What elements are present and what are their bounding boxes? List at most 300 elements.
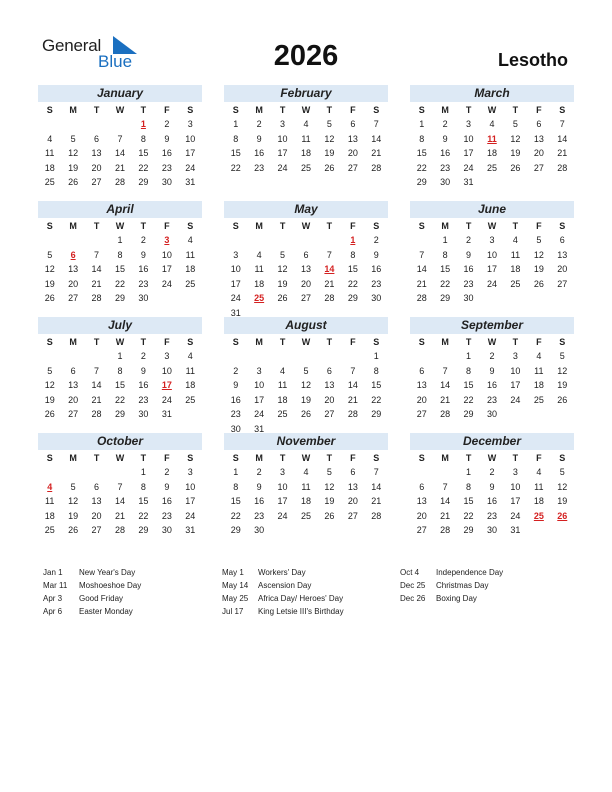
day-cell: 10: [254, 380, 265, 390]
day-cell: 3: [512, 467, 518, 477]
holiday-name: Moshoeshoe Day: [79, 581, 142, 590]
day-cell: 4: [256, 249, 262, 260]
weekday-label: W: [487, 453, 497, 463]
weekday-label: T: [93, 337, 100, 347]
day-cell: 30: [254, 525, 265, 535]
day-cell: 8: [233, 481, 239, 492]
day-cell: 22: [138, 510, 149, 521]
day-cell: 13: [68, 380, 79, 390]
month-header: December: [410, 433, 574, 450]
weekday-label: W: [301, 453, 311, 463]
day-cell: 3: [187, 119, 193, 129]
day-cell: 14: [91, 380, 102, 390]
day-cell: 19: [557, 496, 568, 506]
month-header: August: [224, 317, 388, 334]
day-cell: 11: [487, 133, 497, 144]
day-cell: 10: [510, 365, 521, 376]
week-row: [410, 407, 574, 422]
week-row: [410, 364, 574, 379]
week-row: [224, 248, 388, 263]
day-cell: 6: [94, 133, 100, 144]
day-cell: 21: [114, 510, 125, 521]
day-cell: 6: [94, 481, 100, 492]
month-header: July: [38, 317, 202, 334]
day-cell: 18: [254, 278, 265, 289]
day-cell: 28: [324, 293, 335, 303]
weekday-label: S: [418, 105, 425, 115]
holiday-name: Independence Day: [436, 568, 504, 577]
day-cell: 22: [114, 278, 125, 289]
day-cell: 6: [70, 365, 76, 376]
day-cell: 27: [68, 409, 79, 419]
day-cell: 13: [557, 249, 568, 260]
empty-day-cell: [294, 523, 317, 538]
empty-day-cell: [433, 349, 456, 364]
holiday-name: Africa Day/ Heroes' Day: [258, 594, 344, 603]
empty-day-cell: [294, 233, 317, 248]
week-row: [224, 494, 388, 509]
day-cell: 13: [416, 496, 427, 506]
week-row: [410, 349, 574, 364]
day-cell: 10: [486, 249, 497, 260]
day-cell: 1: [117, 235, 123, 245]
day-cell: 15: [138, 496, 149, 506]
day-cell: 26: [44, 409, 55, 419]
empty-day-cell: [527, 291, 550, 306]
weekday-label: F: [536, 337, 542, 347]
holiday-date: Oct 4: [400, 568, 420, 577]
day-cell: 18: [486, 148, 497, 158]
empty-day-cell: [318, 349, 341, 364]
week-row: [410, 175, 574, 190]
day-cell: 24: [463, 162, 474, 173]
day-cell: 7: [94, 365, 100, 376]
day-cell: 21: [91, 394, 102, 405]
holiday-name: King Letsie III's Birthday: [258, 607, 344, 616]
weekday-label: T: [140, 453, 147, 463]
day-cell: 18: [300, 148, 311, 158]
day-cell: 19: [300, 394, 311, 405]
day-cell: 5: [70, 481, 76, 492]
week-row: [38, 233, 202, 248]
day-cell: 23: [138, 394, 149, 405]
weekday-label: S: [559, 337, 566, 347]
month-3: [38, 201, 202, 306]
day-cell: 12: [277, 264, 288, 274]
day-cell: 18: [277, 394, 288, 405]
week-row: [410, 291, 574, 306]
day-cell: 13: [324, 380, 335, 390]
day-cell: 5: [512, 119, 518, 129]
day-cell: 7: [350, 365, 356, 376]
weekday-label: T: [465, 337, 472, 347]
holiday-date: Apr 6: [43, 607, 63, 616]
weekday-label: T: [512, 105, 519, 115]
day-cell: 18: [185, 264, 196, 274]
day-cell: 2: [442, 119, 448, 129]
day-cell: 16: [254, 148, 265, 158]
day-cell: 20: [416, 394, 427, 405]
weekday-label: M: [69, 453, 77, 463]
day-cell: 15: [138, 148, 149, 158]
day-cell: 14: [371, 133, 382, 144]
day-cell: 16: [486, 496, 497, 506]
day-cell: 26: [324, 510, 335, 521]
day-cell: 16: [371, 264, 382, 274]
weekday-label: F: [350, 221, 356, 231]
day-cell: 11: [301, 481, 311, 492]
week-row: [38, 378, 202, 393]
month-4: [224, 201, 388, 320]
month-10: [224, 433, 388, 538]
day-cell: 20: [68, 278, 79, 289]
empty-day-cell: [224, 349, 247, 364]
day-cell: 26: [557, 394, 568, 405]
day-cell: 28: [440, 525, 451, 535]
empty-day-cell: [551, 175, 574, 190]
weekday-label: T: [279, 221, 286, 231]
weekday-label: S: [373, 105, 380, 115]
holiday-item: [43, 605, 141, 618]
page-title-year: 2026: [273, 40, 339, 72]
day-cell: 27: [533, 162, 544, 173]
empty-day-cell: [527, 407, 550, 422]
month-header: March: [410, 85, 574, 102]
day-cell: 16: [254, 496, 265, 506]
day-cell: 12: [68, 496, 79, 506]
weekday-label: M: [441, 337, 449, 347]
day-cell: 17: [185, 496, 196, 506]
empty-day-cell: [504, 407, 527, 422]
week-row: [38, 161, 202, 176]
holiday-name: Christmas Day: [436, 581, 489, 590]
day-cell: 6: [419, 365, 425, 376]
weekday-label: M: [441, 221, 449, 231]
weekday-label: W: [487, 105, 497, 115]
day-cell: 9: [373, 249, 379, 260]
day-cell: 23: [230, 409, 241, 419]
week-row: [224, 509, 388, 524]
day-cell: 10: [277, 481, 288, 492]
empty-day-cell: [108, 465, 131, 480]
empty-day-cell: [271, 523, 294, 538]
day-cell: 11: [45, 496, 55, 506]
day-cell: 29: [463, 409, 474, 419]
day-cell: 13: [68, 264, 79, 274]
empty-day-cell: [61, 117, 84, 132]
day-cell: 14: [440, 380, 451, 390]
day-cell: 18: [44, 162, 55, 173]
weekday-label: F: [164, 453, 170, 463]
weekday-label: S: [559, 453, 566, 463]
day-cell: 22: [416, 162, 427, 173]
weekday-header-row: [224, 103, 388, 117]
day-cell: 2: [373, 235, 379, 245]
holiday-item: [222, 566, 344, 579]
day-cell: 16: [138, 380, 149, 390]
day-cell: 10: [230, 264, 241, 274]
day-cell: 7: [117, 481, 123, 492]
weekday-label: W: [115, 337, 125, 347]
month-11: [410, 433, 574, 538]
weekday-header-row: [224, 451, 388, 465]
day-cell: 19: [557, 380, 568, 390]
weekday-label: S: [418, 221, 425, 231]
day-cell: 23: [138, 278, 149, 289]
week-row: [410, 494, 574, 509]
weekday-label: M: [69, 105, 77, 115]
day-cell: 22: [371, 394, 382, 405]
weekday-label: M: [255, 337, 263, 347]
day-cell: 23: [371, 278, 382, 289]
month-header: February: [224, 85, 388, 102]
holiday-name: Ascension Day: [258, 581, 312, 590]
day-cell: 1: [233, 467, 239, 477]
weekday-label: W: [487, 337, 497, 347]
day-cell: 24: [510, 394, 521, 405]
weekday-label: M: [69, 221, 77, 231]
week-row: [410, 146, 574, 161]
day-cell: 25: [277, 409, 288, 419]
weekday-label: S: [187, 221, 194, 231]
day-cell: 5: [47, 249, 53, 260]
empty-day-cell: [410, 349, 433, 364]
day-cell: 4: [489, 119, 495, 129]
day-cell: 5: [70, 133, 76, 144]
day-cell: 27: [416, 525, 427, 535]
weekday-label: F: [164, 221, 170, 231]
day-cell: 14: [557, 133, 568, 144]
day-cell: 23: [440, 162, 451, 173]
holiday-column: [43, 566, 141, 618]
day-cell: 30: [486, 409, 497, 419]
day-cell: 17: [185, 148, 196, 158]
day-cell: 31: [185, 177, 196, 187]
day-cell: 1: [233, 119, 239, 129]
weekday-label: S: [418, 337, 425, 347]
day-cell: 23: [254, 510, 265, 521]
weekday-label: T: [512, 221, 519, 231]
day-cell: 12: [510, 133, 521, 144]
week-row: [224, 262, 388, 277]
day-cell: 25: [533, 510, 544, 521]
weekday-label: T: [326, 105, 333, 115]
day-cell: 25: [185, 394, 196, 405]
day-cell: 30: [138, 293, 149, 303]
day-cell: 10: [185, 481, 196, 492]
day-cell: 3: [489, 235, 495, 245]
day-cell: 23: [463, 278, 474, 289]
day-cell: 21: [324, 278, 335, 289]
day-cell: 9: [489, 365, 495, 376]
empty-day-cell: [155, 291, 178, 306]
week-row: [38, 117, 202, 132]
day-cell: 19: [68, 162, 79, 173]
day-cell: 5: [47, 365, 53, 376]
empty-day-cell: [480, 175, 503, 190]
day-cell: 17: [161, 380, 172, 390]
month-8: [410, 317, 574, 422]
weekday-label: S: [559, 221, 566, 231]
day-cell: 6: [70, 249, 76, 260]
week-row: [410, 480, 574, 495]
day-cell: 24: [161, 394, 172, 405]
day-cell: 10: [463, 133, 474, 144]
day-cell: 9: [164, 133, 170, 144]
weekday-label: T: [326, 221, 333, 231]
weekday-label: T: [326, 453, 333, 463]
holiday-date: May 25: [222, 594, 249, 603]
day-cell: 6: [419, 481, 425, 492]
day-cell: 31: [510, 525, 521, 535]
day-cell: 3: [280, 119, 286, 129]
day-cell: 17: [486, 264, 497, 274]
day-cell: 26: [533, 278, 544, 289]
day-cell: 7: [373, 467, 379, 477]
day-cell: 8: [419, 133, 425, 144]
weekday-header-row: [410, 335, 574, 349]
weekday-label: T: [512, 453, 519, 463]
weekday-label: F: [350, 105, 356, 115]
day-cell: 18: [533, 496, 544, 506]
holiday-date: Jul 17: [222, 607, 244, 616]
day-cell: 6: [559, 235, 565, 245]
empty-day-cell: [504, 175, 527, 190]
week-row: [38, 523, 202, 538]
day-cell: 29: [371, 409, 382, 419]
day-cell: 26: [300, 409, 311, 419]
day-cell: 16: [161, 148, 172, 158]
holiday-item: [43, 566, 141, 579]
day-cell: 25: [44, 177, 55, 187]
day-cell: 19: [324, 496, 335, 506]
empty-day-cell: [551, 523, 574, 538]
day-cell: 22: [440, 278, 451, 289]
week-row: [410, 117, 574, 132]
day-cell: 9: [256, 481, 262, 492]
empty-day-cell: [247, 349, 270, 364]
day-cell: 2: [140, 351, 146, 361]
day-cell: 22: [138, 162, 149, 173]
day-cell: 20: [324, 394, 335, 405]
weekday-label: T: [465, 453, 472, 463]
day-cell: 8: [233, 133, 239, 144]
day-cell: 28: [557, 162, 568, 173]
day-cell: 18: [510, 264, 521, 274]
day-cell: 10: [161, 249, 172, 260]
week-row: [224, 523, 388, 538]
day-cell: 2: [140, 235, 146, 245]
day-cell: 1: [466, 351, 472, 361]
day-cell: 4: [280, 365, 286, 376]
day-cell: 9: [140, 249, 146, 260]
day-cell: 25: [254, 293, 265, 303]
day-cell: 25: [510, 278, 521, 289]
empty-day-cell: [410, 233, 433, 248]
day-cell: 27: [416, 409, 427, 419]
holiday-name: Good Friday: [79, 594, 124, 603]
week-row: [38, 291, 202, 306]
weekday-label: S: [559, 105, 566, 115]
day-cell: 13: [347, 133, 358, 144]
day-cell: 26: [277, 293, 288, 303]
day-cell: 19: [277, 278, 288, 289]
week-row: [410, 465, 574, 480]
day-cell: 25: [300, 162, 311, 173]
day-cell: 24: [161, 278, 172, 289]
empty-day-cell: [85, 465, 108, 480]
day-cell: 12: [300, 380, 311, 390]
month-header: November: [224, 433, 388, 450]
weekday-label: S: [373, 453, 380, 463]
day-cell: 18: [185, 380, 196, 390]
day-cell: 14: [114, 148, 125, 158]
day-cell: 30: [463, 293, 474, 303]
weekday-label: S: [232, 453, 239, 463]
day-cell: 15: [114, 264, 125, 274]
day-cell: 27: [347, 162, 358, 173]
week-row: [410, 161, 574, 176]
weekday-label: S: [46, 453, 53, 463]
weekday-label: F: [164, 105, 170, 115]
day-cell: 6: [350, 467, 356, 477]
day-cell: 9: [256, 133, 262, 144]
day-cell: 26: [44, 293, 55, 303]
weekday-label: S: [46, 337, 53, 347]
day-cell: 15: [463, 496, 474, 506]
weekday-header-row: [410, 103, 574, 117]
day-cell: 2: [164, 467, 170, 477]
weekday-label: M: [441, 105, 449, 115]
day-cell: 29: [114, 293, 125, 303]
day-cell: 21: [416, 278, 427, 289]
day-cell: 29: [347, 293, 358, 303]
day-cell: 28: [440, 409, 451, 419]
day-cell: 13: [300, 264, 311, 274]
weekday-label: F: [536, 221, 542, 231]
day-cell: 3: [512, 351, 518, 361]
day-cell: 3: [466, 119, 472, 129]
empty-day-cell: [551, 291, 574, 306]
day-cell: 8: [466, 365, 472, 376]
holiday-item: [43, 592, 141, 605]
weekday-label: T: [140, 221, 147, 231]
day-cell: 25: [533, 394, 544, 405]
day-cell: 5: [559, 467, 565, 477]
day-cell: 29: [138, 177, 149, 187]
day-cell: 4: [47, 481, 53, 492]
week-row: [224, 277, 388, 292]
day-cell: 25: [486, 162, 497, 173]
day-cell: 1: [140, 119, 146, 129]
weekday-label: T: [140, 105, 147, 115]
day-cell: 30: [371, 293, 382, 303]
day-cell: 4: [536, 467, 542, 477]
day-cell: 1: [442, 235, 448, 245]
weekday-label: F: [536, 105, 542, 115]
empty-day-cell: [179, 407, 202, 422]
weekday-header-row: [38, 335, 202, 349]
day-cell: 20: [416, 510, 427, 521]
day-cell: 8: [350, 249, 356, 260]
day-cell: 20: [91, 510, 102, 521]
day-cell: 28: [371, 162, 382, 173]
holiday-name: Boxing Day: [436, 594, 477, 603]
week-row: [38, 407, 202, 422]
week-row: [224, 233, 388, 248]
day-cell: 12: [324, 133, 335, 144]
day-cell: 15: [114, 380, 125, 390]
